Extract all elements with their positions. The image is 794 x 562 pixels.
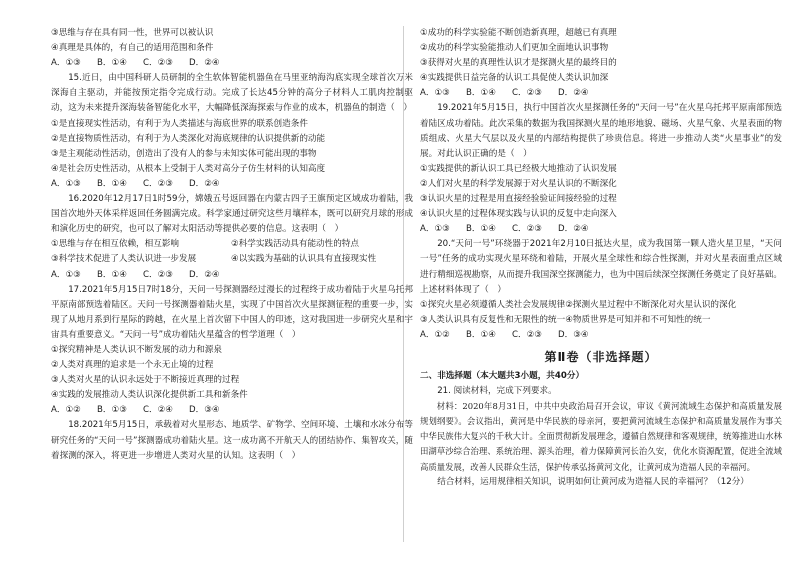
statement-row [51, 237, 413, 252]
statement: ②科学实践活动具有能动性的特点 [231, 239, 360, 250]
statement: ①是直接现实性活动，有利于为人类描述与海底世界的联系创造条件 [51, 118, 308, 129]
q18-stem: 18.2021年5月15日，承载着对火星形态、地质学、矿物学、空间环境、土壤和水冰分布等研究任务的“天问一号”探测器成功着陆火星。这一成功离不开航天人的团结协作、集智攻关，随着探测的深入，将更进一步增进人类对火星的认知。这表明（ ） [51, 420, 413, 461]
statement: ③人类对火星的认识永远处于不断接近真理的过程 [51, 375, 240, 386]
q21-material: 材料：2020年8月31日，中共中央政治局召开会议，审议《黄河流域生态保护和高质量发展规划纲要》。会议指出，黄河是中华民族的母亲河，要把黄河流域生态保护和高质量发展作为事关中华民族伟大复兴的千秋大计。全面贯彻新发展理念，遵循自然规律和客观规律，统筹推进山水林田湖草沙综合治理、系统治理、源头治理，着力保障黄河长治久安，优化水资源配置，促进全流域高质量发展，改善人民群众生活，保护传承弘扬黄河文化，让黄河成为造福人民的幸福河。 [420, 401, 782, 472]
choice-c: C．②③ [143, 178, 174, 189]
statement: ③是主观能动性活动，创造出了没有人的参与未知实体可能出现的事物 [51, 148, 317, 159]
q15-choices [51, 177, 413, 192]
statement: ②人类对真理的追求是一个永无止境的过程 [51, 360, 214, 371]
choice-c: C．②③ [143, 58, 174, 69]
choice-b: B．①④ [97, 269, 127, 280]
statement: ①实践提供的新认识工具已经极大地推动了认识发展 [420, 163, 617, 174]
choice-c: C．②④ [143, 405, 174, 416]
part2-title: 第Ⅱ卷（非选择题） [544, 349, 658, 364]
statement: ③认识火星的过程是用直接经验验证间接经验的过程 [420, 194, 617, 205]
statement: ③科学技术促进了人类认识进一步发展 [51, 254, 197, 265]
choice-d: D．③④ [558, 329, 589, 340]
statement: ①思维与存在相互依赖，相互影响 [51, 239, 180, 250]
choice-d: D．②④ [558, 88, 589, 99]
q14-choices [51, 56, 413, 71]
statement: ④实践的发展推动人类认识深化提供新工具和新条件 [51, 390, 248, 401]
choice-a: A．①③ [420, 224, 450, 235]
statement-row [51, 252, 413, 267]
part2-heading: 二、非选择题（本大题共3小题，共40分） [420, 370, 585, 381]
q17-stem: 17.2021年5月15日7时18分，天问一号探测器经过漫长的过程终于成功着陆于火星乌托邦平原南部预选着陆区。天问一号探测器着陆火星，实现了中国首次火星探测征程的重要一步，实现了从地月系到行星际的跨越，在火星上首次留下中国人的印迹，这对我国进一步研究火星和宇宙具有重要意义。“天问一号”成功着陆火星蕴含的哲学道理（ ） [51, 284, 413, 340]
choice-c: C．②③ [512, 224, 543, 235]
right-column [420, 26, 782, 490]
statement: ③人类认识具有反复性和无限性的统一④物质世界是可知并和不可知性的统一 [420, 314, 711, 325]
choice-a: A．①③ [51, 178, 81, 189]
q20-stem: 20.“天问一号”环绕器于2021年2月10日抵达火星，成为我国第一颗人造火星卫星，“天问一号”任务的成功实现火星环绕和着陆，开展火星全球性和综合性探测，并对火星表面重点区域进行精细巡视勘察，从而提升我国深空探测能力，也为中国后续深空探测任务奠定了良好基础。上述材料体现了（ ） [420, 239, 782, 295]
statement: ④是社会历史性活动，从根本上受制于人类对高分子仿生材料的认知高度 [51, 163, 326, 174]
choice-c: C．②③ [512, 329, 543, 340]
statement: ④真理是具体的，有自己的适用范围和条件 [51, 43, 214, 54]
statement: ④认识火星的过程体现实践与认识的反复中走向深入 [420, 209, 617, 220]
statement: ②是直接物质性活动，有利于为人类深化对海底规律的认识提供新的动能 [51, 133, 326, 144]
statement: ②人们对火星的科学发展源于对火星认识的不断深化 [420, 178, 617, 189]
q16-stem: 16.2020年12月17日1时59分，嫦娥五号返回器在内蒙古四子王旗预定区域成功着陆，我国首次地外天体采样返回任务圆满完成。科学家通过研究这些月壤样本，既可以研究月球的形成和演化历史的研究，也可以了解对太阳活动等提供必要的信息。这表明（ ） [51, 194, 413, 235]
choice-d: D．②④ [189, 269, 220, 280]
statement: ④以实践为基础的认识具有直接现实性 [231, 254, 377, 265]
q20-choices [420, 328, 782, 343]
choice-b: B．①④ [466, 88, 496, 99]
left-column [51, 26, 413, 464]
q17-choices [51, 403, 413, 418]
q18-choices [420, 86, 782, 101]
q21-question: 结合材料，运用规律相关知识，说明如何让黄河成为造福人民的幸福河？（12分） [437, 476, 749, 487]
statement: ①探究火星必须遵循人类社会发展规律②探测火星过程中不断深化对火星认识的深化 [420, 299, 737, 310]
q21-label: 21. 阅读材料，完成下列要求。 [437, 386, 557, 397]
choice-d: D．③④ [189, 405, 220, 416]
choice-a: A．①② [51, 405, 81, 416]
choice-b: B．①④ [97, 178, 127, 189]
statement: ②成功的科学实验能推动人们更加全面地认识事物 [420, 43, 609, 54]
q15-stem: 15.近日，由中国科研人员研制的全生软体智能机器鱼在马里亚纳海沟底实现全球首次万米深海自主驱动，并能按预定指令完成行动。完成了长达45分钟的高分子材料人工肌肉控制驱动，这为未来提升深海装备智能化水平，大幅降低深海探索与作业的成本，机器鱼的制造（ ） [51, 73, 413, 114]
choice-b: B．①④ [466, 224, 496, 235]
statement: ④实践提供日益完备的认识工具促使人类认识加深 [420, 73, 609, 84]
choice-a: A．①③ [420, 88, 450, 99]
q16-choices [51, 268, 413, 283]
choice-c: C．②③ [512, 88, 543, 99]
choice-a: A．①③ [51, 58, 81, 69]
choice-a: A．①③ [51, 269, 81, 280]
choice-b: B．①④ [466, 329, 496, 340]
statement: ①探究精神是人类认识不断发展的动力和源泉 [51, 344, 222, 355]
q19-stem: 19.2021年5月15日，执行中国首次火星探测任务的“天问一号”在火星乌托邦平原南部预选着陆区成功着陆。此次采集的数据为我国探测火星的地形地貌、磁场、火星气象、火星表面的物质组成、火星大气层以及火星的内部结构提供了珍贵信息。将进一步推动人类“火星事业”的发展。对此认识正确的是（ ） [420, 103, 782, 159]
choice-a: A．①② [420, 329, 450, 340]
choice-b: B．①③ [97, 405, 127, 416]
choice-d: D．②④ [189, 58, 220, 69]
statement: ③获得对火星的真理性认识才是探测火星的最终目的 [420, 58, 617, 69]
statement: ①成功的科学实验能不断创造新真理，超越已有真理 [420, 28, 617, 38]
choice-d: D．②④ [189, 178, 220, 189]
q19-choices [420, 222, 782, 237]
choice-b: B．①④ [97, 58, 127, 69]
choice-d: D．②④ [558, 224, 589, 235]
statement: ③思维与存在具有同一性，世界可以被认识 [51, 28, 214, 38]
choice-c: C．②③ [143, 269, 174, 280]
